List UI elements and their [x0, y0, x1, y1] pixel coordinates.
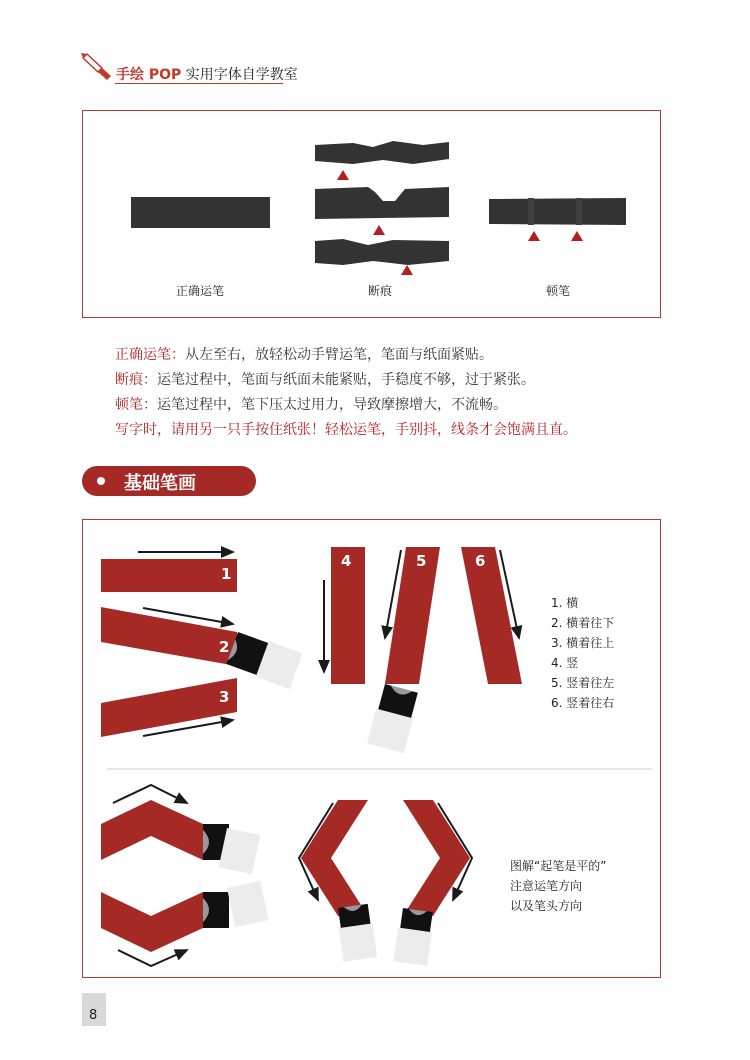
- text-broken: 运笔过程中，笔面与纸面未能紧贴，手稳度不够，过于紧张。: [157, 372, 535, 388]
- pause-marker-2: [571, 231, 583, 241]
- correct-stroke-sample: [131, 197, 270, 228]
- legend-item: 4. 竖: [551, 656, 579, 670]
- legend-item: 1. 横: [551, 596, 579, 610]
- stroke-quality-figure: [82, 110, 661, 318]
- stroke-number-2: 2: [219, 638, 230, 656]
- chevron-gt: [403, 800, 470, 916]
- legend-item: 6. 竖着往右: [551, 696, 615, 710]
- stroke-number-1: 1: [221, 565, 232, 583]
- broken-stroke-samples: [313, 137, 453, 267]
- note-line-2: 注意运笔方向: [510, 879, 583, 893]
- caption-broken: 断痕: [367, 284, 392, 298]
- text-correct: 从左至右，放轻松动手臂运笔，笔面与纸面紧贴。: [185, 347, 493, 363]
- chevron-left-1: [101, 800, 203, 860]
- paragraph-pause: [115, 394, 507, 414]
- stroke-6-bar: [461, 547, 522, 684]
- note-line-3: 以及笔头方向: [510, 899, 583, 913]
- header-underline: [115, 83, 283, 84]
- header-title: [116, 64, 298, 84]
- broken-marker-2: [373, 225, 385, 235]
- marker-pen-icon-5: [336, 904, 377, 962]
- chevron-left-2: [101, 892, 203, 952]
- marker-pen-icon-6: [394, 908, 435, 966]
- stroke-number-4: 4: [341, 552, 352, 570]
- broken-marker-1: [337, 170, 349, 180]
- paragraph-broken: [115, 369, 535, 389]
- caption-pause: 顿笔: [545, 284, 570, 298]
- chevron-lt: [301, 800, 368, 916]
- bullet-dot-icon: [97, 477, 105, 485]
- marker-pen-icon-4: [203, 881, 269, 928]
- stroke-number-5: 5: [416, 552, 427, 570]
- legend-item: 5. 竖着往左: [551, 676, 615, 690]
- broken-marker-3: [401, 265, 413, 275]
- marker-pen-icon-3: [203, 824, 260, 874]
- stroke-1-bar: [101, 559, 237, 592]
- pause-marker-1: [528, 231, 540, 241]
- stroke-number-6: 6: [475, 552, 486, 570]
- page-number: 8: [89, 1008, 98, 1023]
- marker-pen-icon-1: [226, 630, 303, 689]
- caption-correct: 正确运笔: [175, 284, 224, 298]
- stroke-5-bar: [385, 547, 440, 684]
- term-correct: 正确运笔：: [115, 347, 185, 363]
- header-brand: 手绘 POP: [116, 67, 182, 83]
- section-header: [82, 466, 256, 496]
- note-line-1: 图解“起笔是平的”: [510, 859, 607, 873]
- term-broken: 断痕：: [115, 372, 157, 388]
- text-pause: 运笔过程中，笔下压太过用力，导致摩擦增大，不流畅。: [157, 397, 507, 413]
- pen-logo-icon: [80, 52, 114, 82]
- header-title-text: 实用字体自学教室: [185, 67, 298, 83]
- warning-text: 写字时，请用另一只手按住纸张！轻松运笔，手别抖，线条才会饱满且直。: [115, 422, 577, 438]
- stroke-number-3: 3: [219, 688, 230, 706]
- stroke-3-bar: [101, 678, 237, 737]
- legend-item: 3. 横着往上: [551, 636, 615, 650]
- stroke-2-bar: [101, 607, 237, 666]
- legend-item: 2. 横着往下: [551, 616, 615, 630]
- section-title: 基础笔画: [124, 473, 196, 494]
- marker-pen-icon-2: [367, 683, 420, 753]
- paragraph-correct: [115, 344, 493, 364]
- pause-stroke-sample: [488, 197, 628, 227]
- term-pause: 顿笔：: [115, 397, 157, 413]
